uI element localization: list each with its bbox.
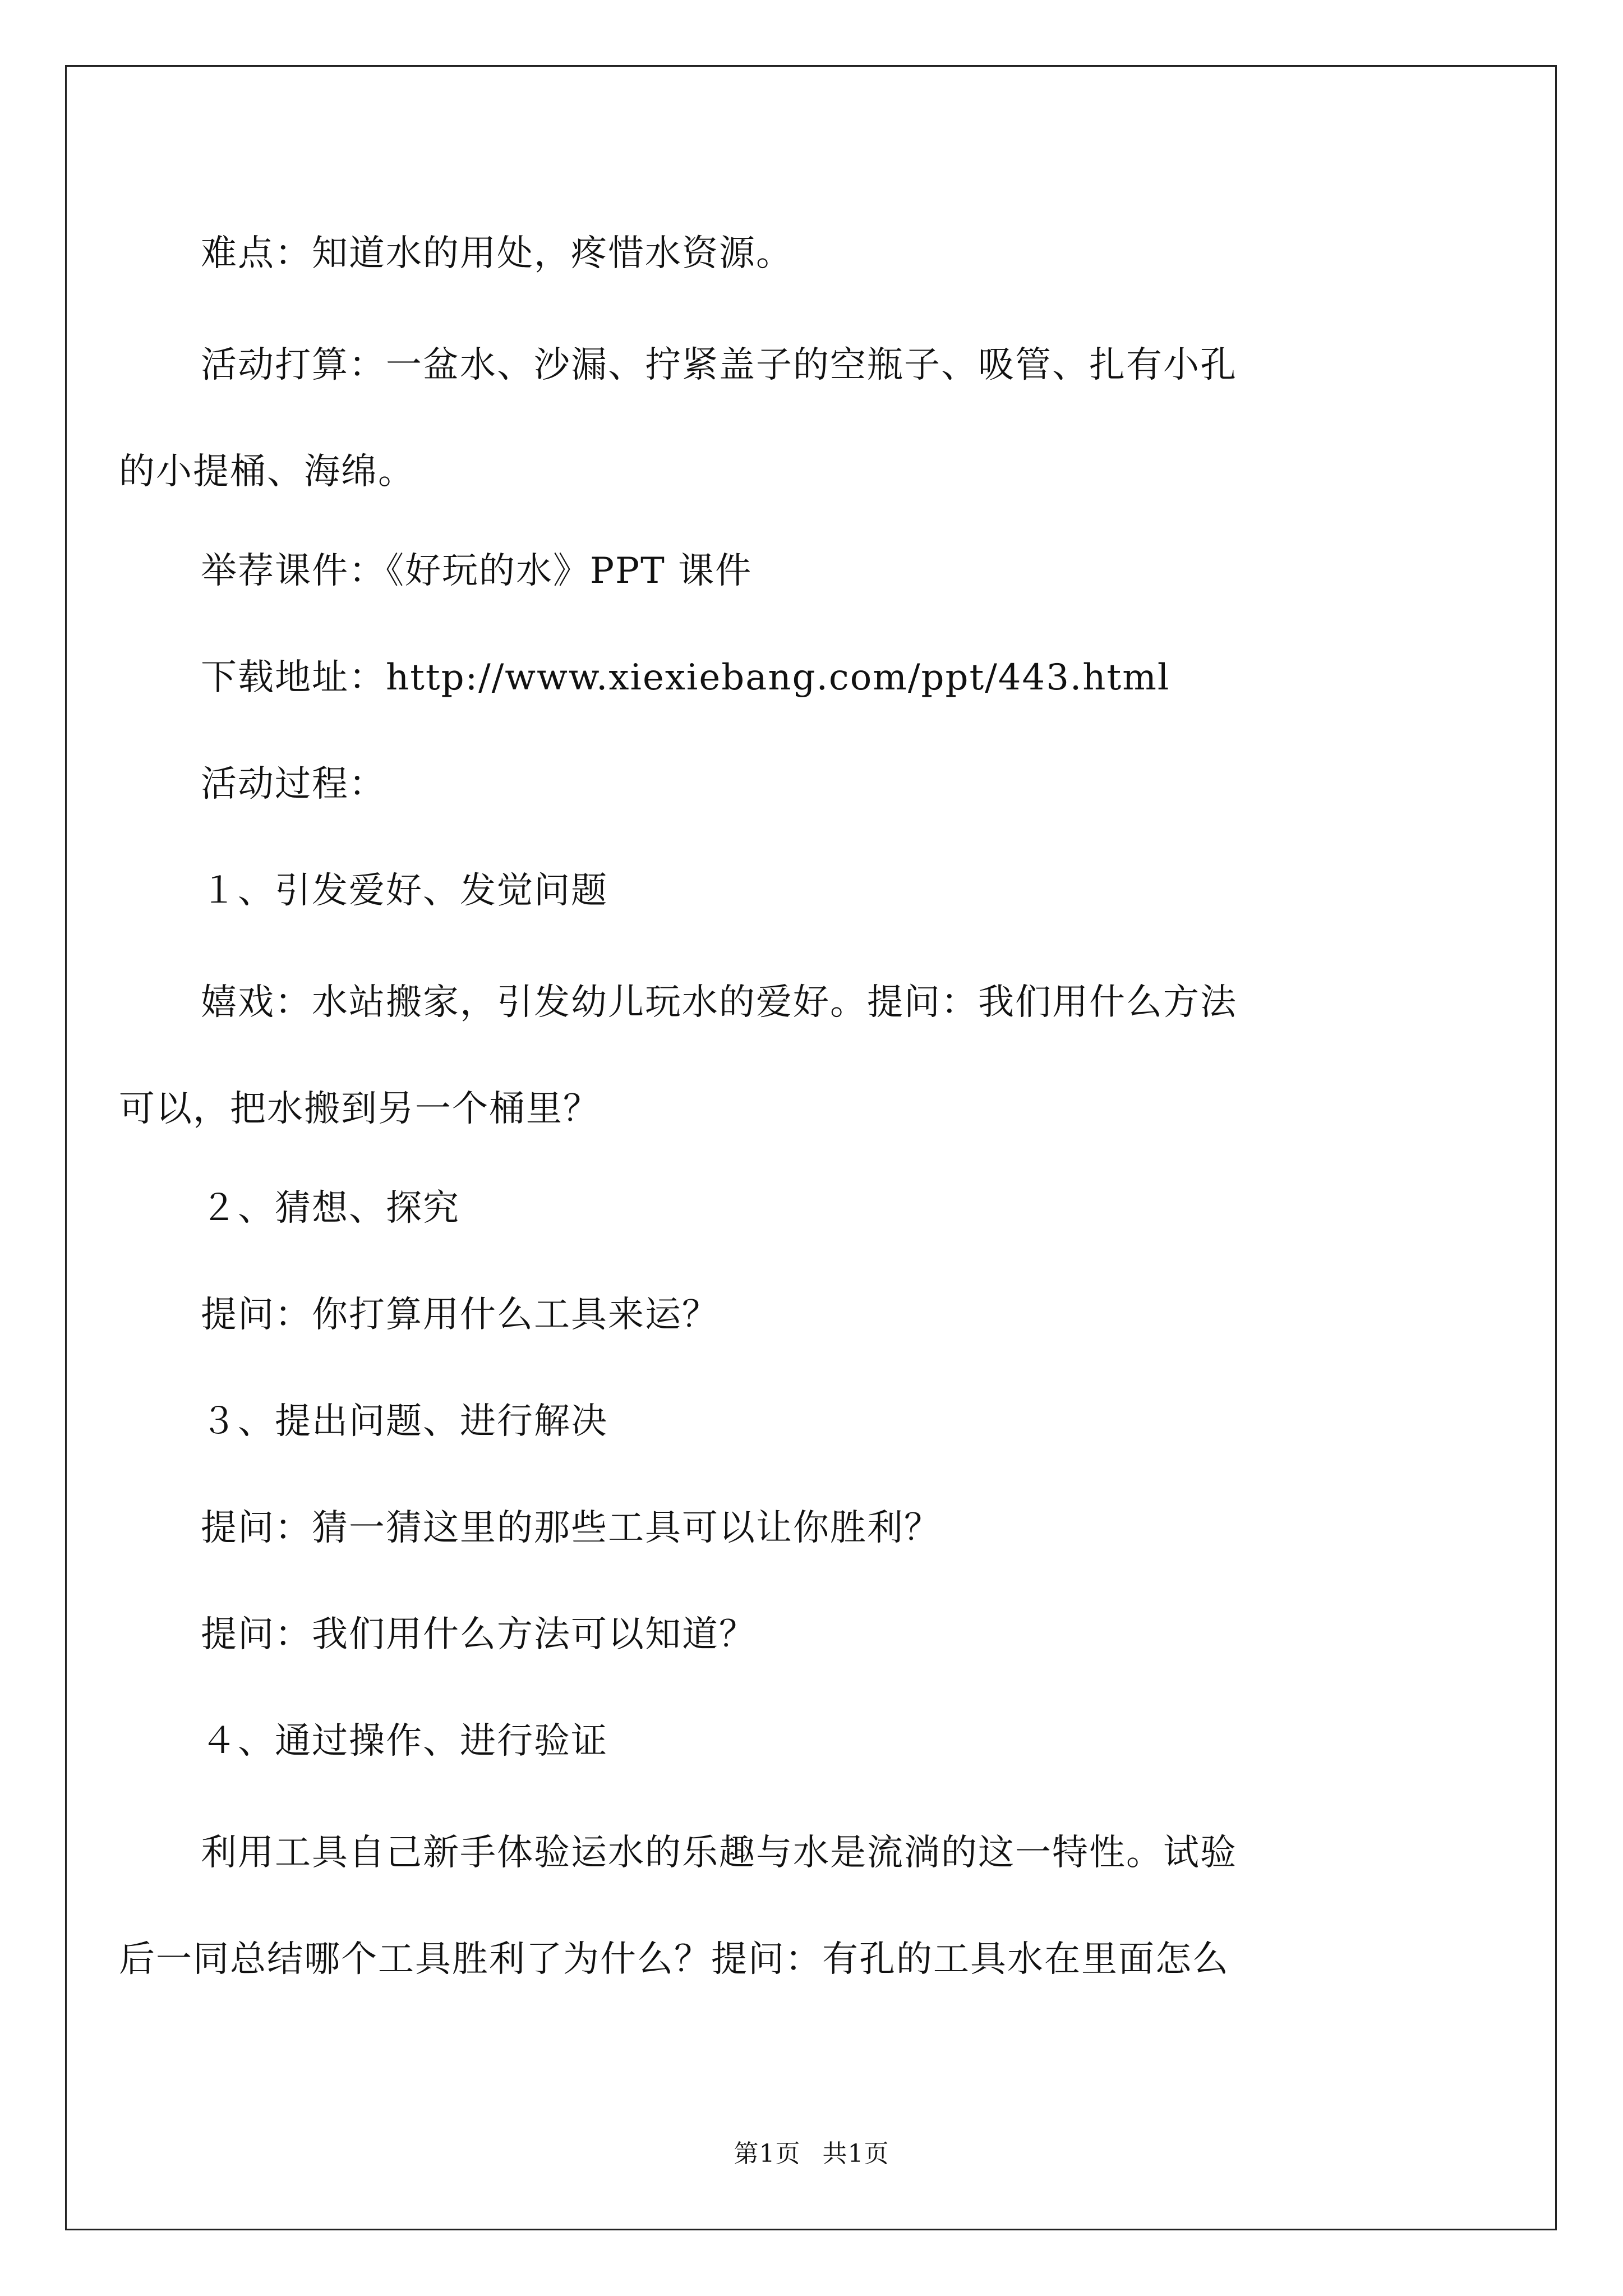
paragraph-text: 提问：你打算用什么工具来运？ <box>201 1294 719 1336</box>
section-heading <box>201 870 608 912</box>
page-total: 共1页 <box>822 2139 889 2168</box>
paragraph-text-continued: 的小提桶、海绵。 <box>119 451 415 493</box>
section-heading-text: １、引发爱好、发觉问题 <box>201 870 608 912</box>
paragraph <box>201 657 1170 698</box>
section-heading <box>201 1720 608 1762</box>
section-heading-text: ４、通过操作、进行验证 <box>201 1720 608 1762</box>
paragraph-text: 利用工具自己新手体验运水的乐趣与水是流淌的这一特性。试验 <box>201 1832 1237 1874</box>
paragraph-text: 嬉戏：水站搬家，引发幼儿玩水的爱好。提问：我们用什么方法 <box>201 982 1237 1023</box>
section-heading <box>201 1188 460 1229</box>
paragraph-text-continued: 可以，把水搬到另一个桶里？ <box>119 1088 600 1130</box>
download-link-text: 下载地址：http://www.xiexiebang.com/ppt/443.html <box>201 657 1170 698</box>
paragraph <box>201 233 793 274</box>
paragraph <box>201 1294 719 1336</box>
paragraph-text: 提问：猜一猜这里的那些工具可以让你胜利？ <box>201 1507 941 1549</box>
section-heading <box>201 1401 608 1442</box>
page-number: 第1页 <box>734 2139 801 2168</box>
section-heading-text: ３、提出问题、进行解决 <box>201 1401 608 1442</box>
paragraph <box>201 763 386 805</box>
paragraph-text-continued: 后一同总结哪个工具胜利了为什么？提问：有孔的工具水在里面怎么 <box>119 1939 1229 1980</box>
section-heading-text: ２、猜想、探究 <box>201 1188 460 1229</box>
paragraph-text: 难点：知道水的用处，疼惜水资源。 <box>201 233 793 274</box>
paragraph <box>201 550 753 592</box>
page-footer <box>0 2139 1623 2168</box>
paragraph-text: 提问：我们用什么方法可以知道？ <box>201 1614 756 1655</box>
paragraph <box>201 1614 756 1655</box>
paragraph-text: 活动过程： <box>201 763 386 805</box>
paragraph <box>119 312 1237 525</box>
paragraph-text: 举荐课件：《好玩的水》PPT 课件 <box>201 550 753 592</box>
paragraph-text: 活动打算：一盆水、沙漏、拧紧盖子的空瓶子、吸管、扎有小孔 <box>201 344 1237 386</box>
paragraph <box>119 1800 1237 2013</box>
paragraph <box>119 949 1237 1162</box>
paragraph <box>201 1507 941 1549</box>
